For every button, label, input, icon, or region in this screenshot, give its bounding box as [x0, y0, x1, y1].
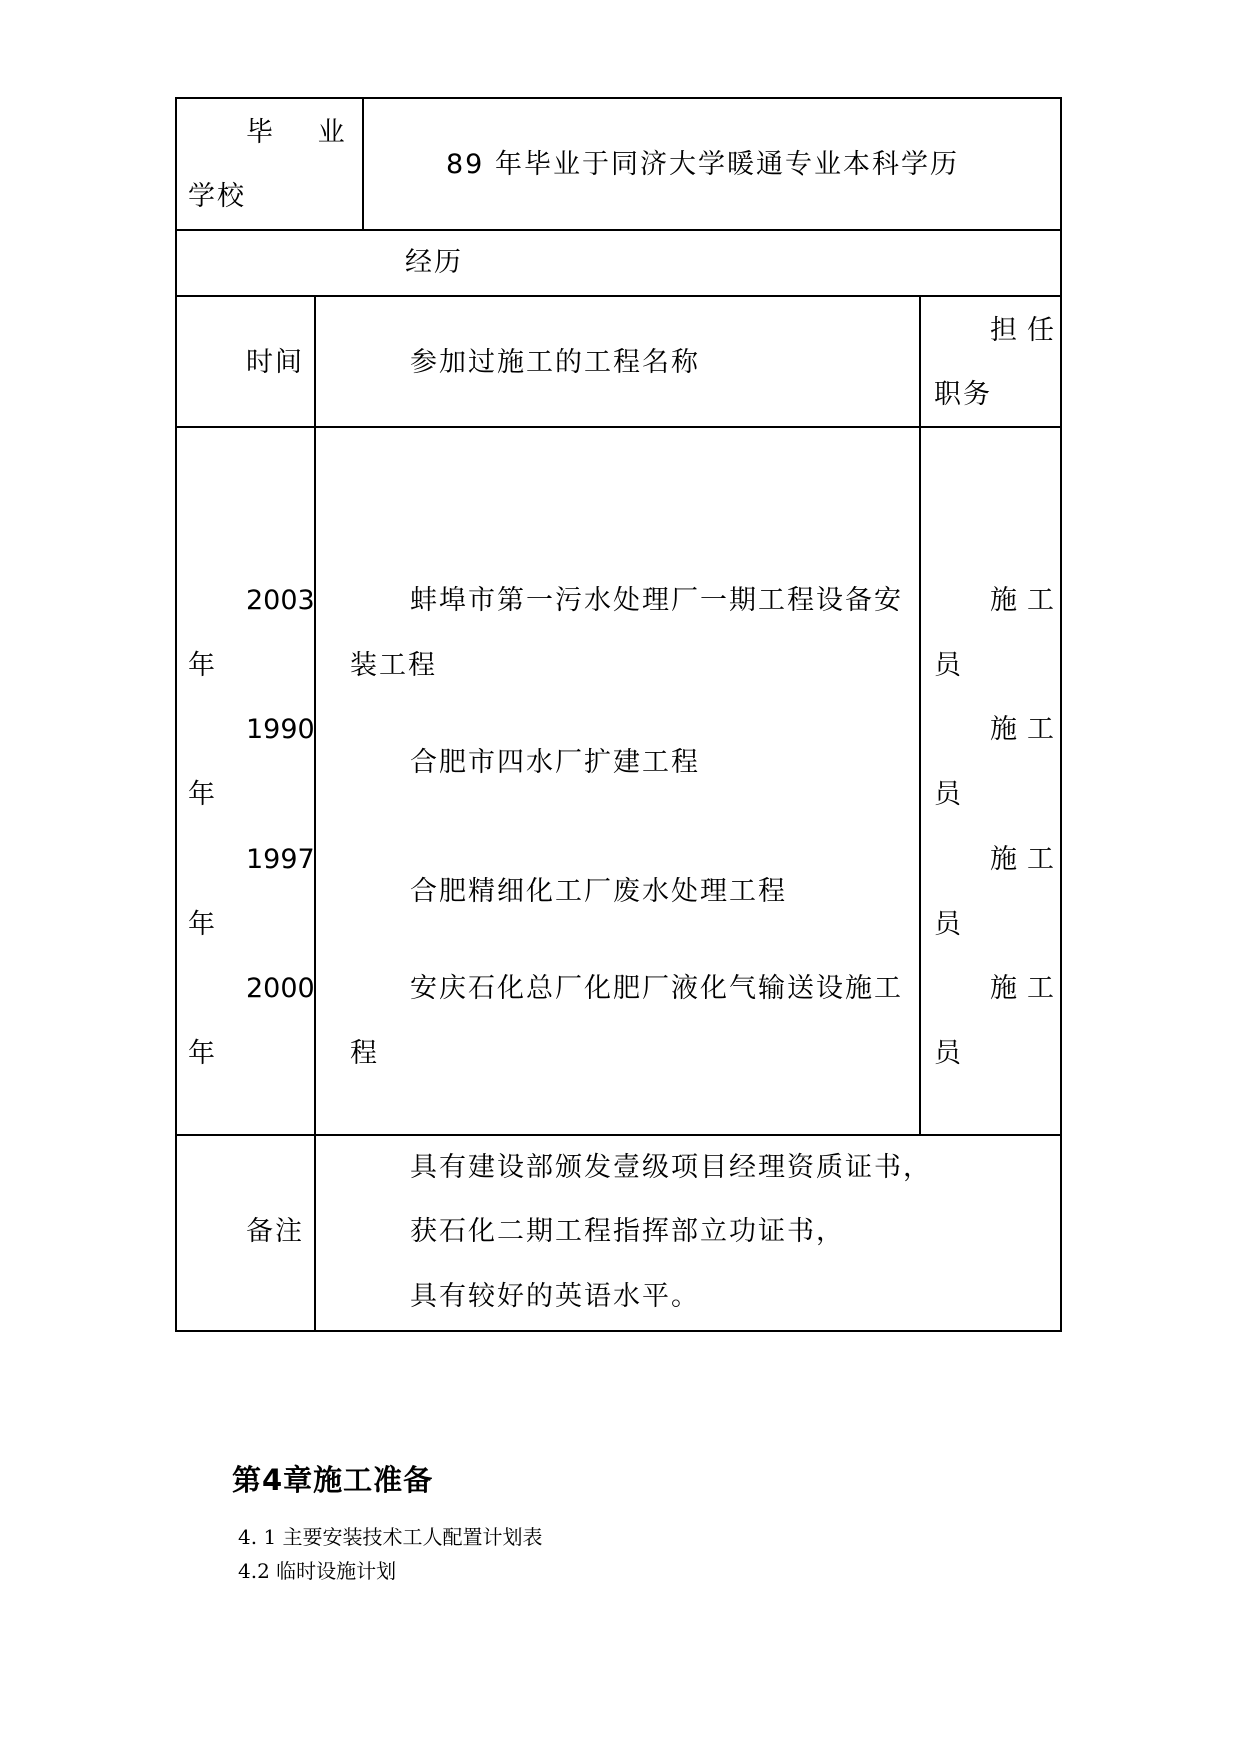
school-label-line2: 学校 [188, 181, 246, 212]
row-year: 1997 [246, 844, 315, 875]
table-border [314, 295, 316, 1332]
row-year-suffix: 年 [188, 650, 217, 681]
row-project-cont: 装工程 [350, 650, 437, 681]
row-project: 安庆石化总厂化肥厂液化气输送设施工 [410, 973, 903, 1004]
toc-item: 4.2 临时设施计划 [238, 1559, 397, 1583]
table-border [176, 1330, 1062, 1332]
table-border [175, 97, 177, 1332]
chapter-title: 第4章施工准备 [232, 1463, 434, 1497]
row-year: 2000 [246, 973, 315, 1004]
header-time: 时间 [246, 347, 304, 378]
school-label-line1: 毕 业 [246, 117, 363, 148]
table-border [176, 295, 1062, 297]
header-role-line1: 担任 [990, 315, 1064, 346]
notes-line: 获石化二期工程指挥部立功证书， [410, 1216, 845, 1247]
row-role: 施工 [990, 585, 1064, 616]
row-year: 2003 [246, 585, 315, 616]
table-border [176, 1134, 1062, 1136]
row-role-cont: 员 [934, 650, 963, 681]
experience-label: 经历 [405, 247, 463, 278]
row-project: 蚌埠市第一污水处理厂一期工程设备安 [410, 585, 903, 616]
row-role: 施工 [990, 973, 1064, 1004]
row-year-suffix: 年 [188, 909, 217, 940]
row-role: 施工 [990, 714, 1064, 745]
row-project: 合肥市四水厂扩建工程 [410, 747, 700, 778]
row-year: 1990 [246, 714, 315, 745]
row-role: 施工 [990, 844, 1064, 875]
row-role-cont: 员 [934, 1038, 963, 1069]
notes-line: 具有建设部颁发壹级项目经理资质证书， [410, 1152, 932, 1183]
row-role-cont: 员 [934, 909, 963, 940]
row-project-cont: 程 [350, 1038, 379, 1069]
table-border [176, 97, 1062, 99]
notes-line: 具有较好的英语水平。 [410, 1281, 700, 1312]
row-project: 合肥精细化工厂废水处理工程 [410, 876, 787, 907]
table-border [919, 295, 921, 1136]
row-year-suffix: 年 [188, 779, 217, 810]
header-project: 参加过施工的工程名称 [410, 347, 700, 378]
row-year-suffix: 年 [188, 1038, 217, 1069]
toc-item: 4. 1 主要安装技术工人配置计划表 [238, 1525, 543, 1549]
notes-label: 备注 [246, 1216, 304, 1247]
school-value: 89 年毕业于同济大学暖通专业本科学历 [446, 149, 959, 180]
table-border [176, 229, 1062, 231]
header-role-line2: 职务 [934, 379, 992, 410]
row-role-cont: 员 [934, 779, 963, 810]
table-border [176, 426, 1062, 428]
